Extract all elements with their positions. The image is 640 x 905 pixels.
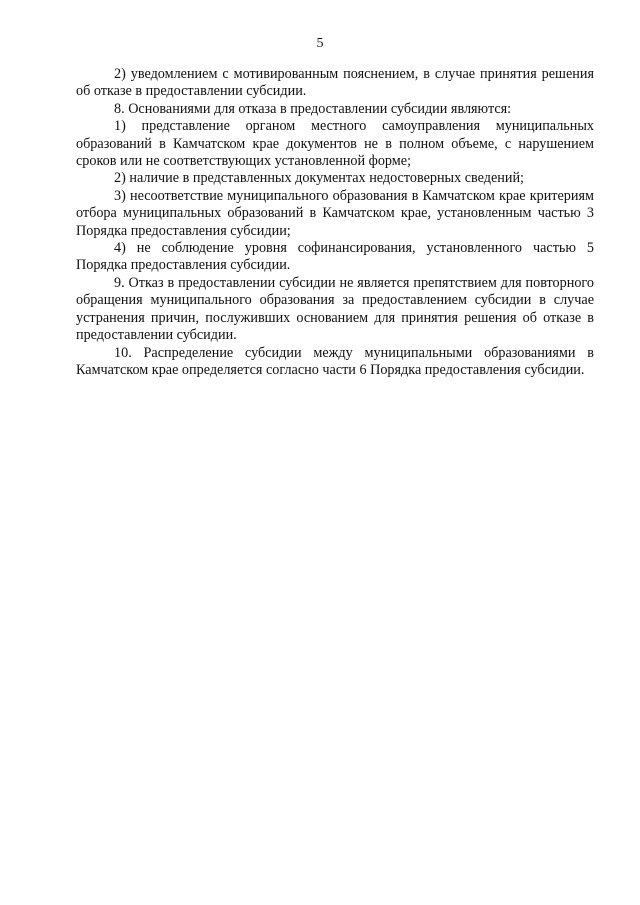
paragraph-8-grounds-for-refusal: 8. Основаниями для отказа в предоставлении субсидии являются: [114, 100, 512, 117]
paragraph-9-repeat-application: 9. Отказ в предоставлении субсидии не является препятствием для повторного обращения муниципального образования за предоставлением субсидии в случае устранения причин, послуживших основанием для принятия решения об отказе в предоставлении субсидии. [76, 274, 594, 344]
paragraph-ground-3-criteria-mismatch: 3) несоответствие муниципального образования в Камчатском крае критериям отбора муниципальных образований в Камчатском крае, установленным частью 3 Порядка предоставления субсидии; [76, 187, 594, 239]
paragraph-ground-1-incomplete-documents: 1) представление органом местного самоуправления муниципальных образований в Камчатском крае документов не в полном объеме, с нарушением сроков или не соответствующих установленной форме; [76, 118, 594, 170]
paragraph-notification-reasoned: 2) уведомлением с мотивированным пояснением, в случае принятия решения об отказе в предоставлении субсидии. [76, 66, 594, 100]
paragraph-10-distribution: 10. Распределение субсидии между муниципальными образованиями в Камчатском крае определяется согласно части 6 Порядка предоставления субсидии. [76, 344, 594, 378]
document-body [76, 66, 594, 379]
page-number: 5 [316, 36, 324, 51]
paragraph-ground-2-false-information: 2) наличие в представленных документах недостоверных сведений; [114, 170, 524, 187]
paragraph-ground-4-cofinancing: 4) не соблюдение уровня софинансирования, установленного частью 5 Порядка предоставления субсидии. [76, 240, 594, 274]
